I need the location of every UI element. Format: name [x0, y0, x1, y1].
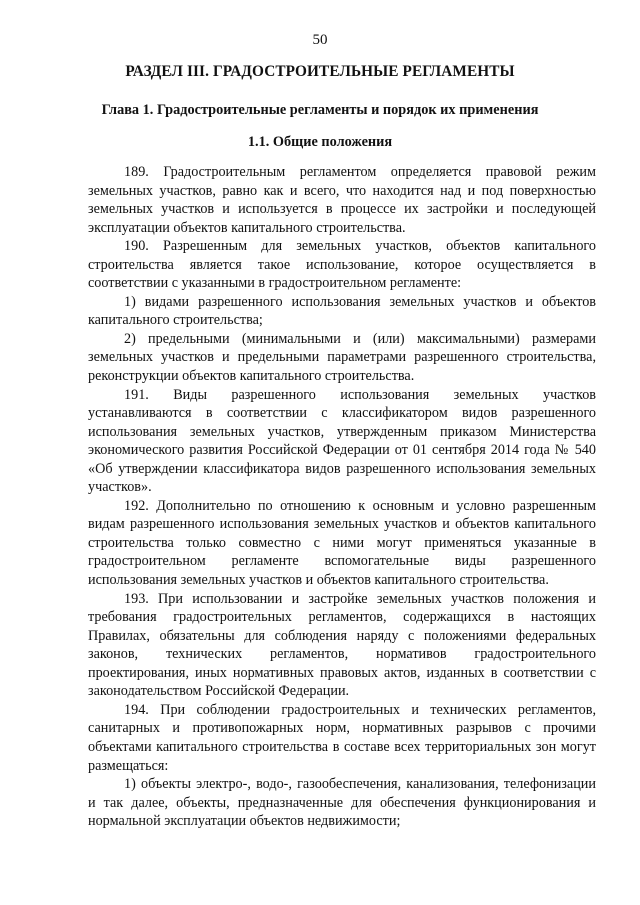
document-body — [88, 163, 596, 831]
page-number: 50 — [312, 32, 328, 48]
paragraph-194: 194. При соблюдении градостроительных и технических регламентов, санитарных и противопожарных норм, нормативных разрывов с прочими объектами капитального строительства в составе всех территориальных зон могут размещаться: — [88, 701, 596, 774]
chapter-title: Глава 1. Градостроительные регламенты и порядок их применения — [101, 102, 539, 118]
section-title: РАЗДЕЛ III. ГРАДОСТРОИТЕЛЬНЫЕ РЕГЛАМЕНТЫ — [125, 63, 515, 80]
paragraph-193: 193. При использовании и застройке земельных участков положения и требования градостроительных регламентов, содержащихся в настоящих Правилах, обязательны для соблюдения наряду с положениями федеральных законов, технических регламентов, нормативов градостроительного проектирования, иных нормативных правовых актов, изданных в соответствии с законодательством Российской Федерации. — [88, 590, 596, 700]
paragraph-190-item-2: 2) предельными (минимальными и (или) максимальными) размерами земельных участков и предельными параметрами разрешенного строительства, реконструкции объектов капитального строительства. — [88, 330, 596, 385]
paragraph-189: 189. Градостроительным регламентом определяется правовой режим земельных участков, равно как и всего, что находится над и под поверхностью земельных участков и используется в процессе их застройки и последующей эксплуатации объектов капитального строительства. — [88, 164, 596, 236]
paragraph-190-item-1: 1) видами разрешенного использования земельных участков и объектов капитального строительства; — [88, 293, 596, 329]
paragraph-194-item-1: 1) объекты электро-, водо-, газообеспечения, канализования, телефонизации и так далее, объекты, предназначенные для обеспечения функционирования и нормальной эксплуатации объектов недвижимости; — [88, 776, 596, 830]
paragraph-190: 190. Разрешенным для земельных участков, объектов капитального строительства является такое использование, которое осуществляется в соответствии с указанными в градостроительном регламенте: — [88, 238, 596, 292]
paragraph-191: 191. Виды разрешенного использования земельных участков устанавливаются в соответствии с классификатором видов разрешенного использования земельных участков, утвержденным приказом Министерства экономического развития Российской Федерации от 01 сентября 2014 года № 540 «Об утверждении классификатора видов разрешенного использования земельных участков». — [88, 386, 596, 496]
subsection-title: 1.1. Общие положения — [247, 134, 393, 150]
paragraph-192: 192. Дополнительно по отношению к основным и условно разрешенным видам разрешенного использования земельных участков и объектов капитального строительства только совместно с ними могут применяться указанные в градостроительном регламенте вспомогательные виды разрешенного использования земельных участков и объектов капитального строительства. — [88, 497, 596, 589]
